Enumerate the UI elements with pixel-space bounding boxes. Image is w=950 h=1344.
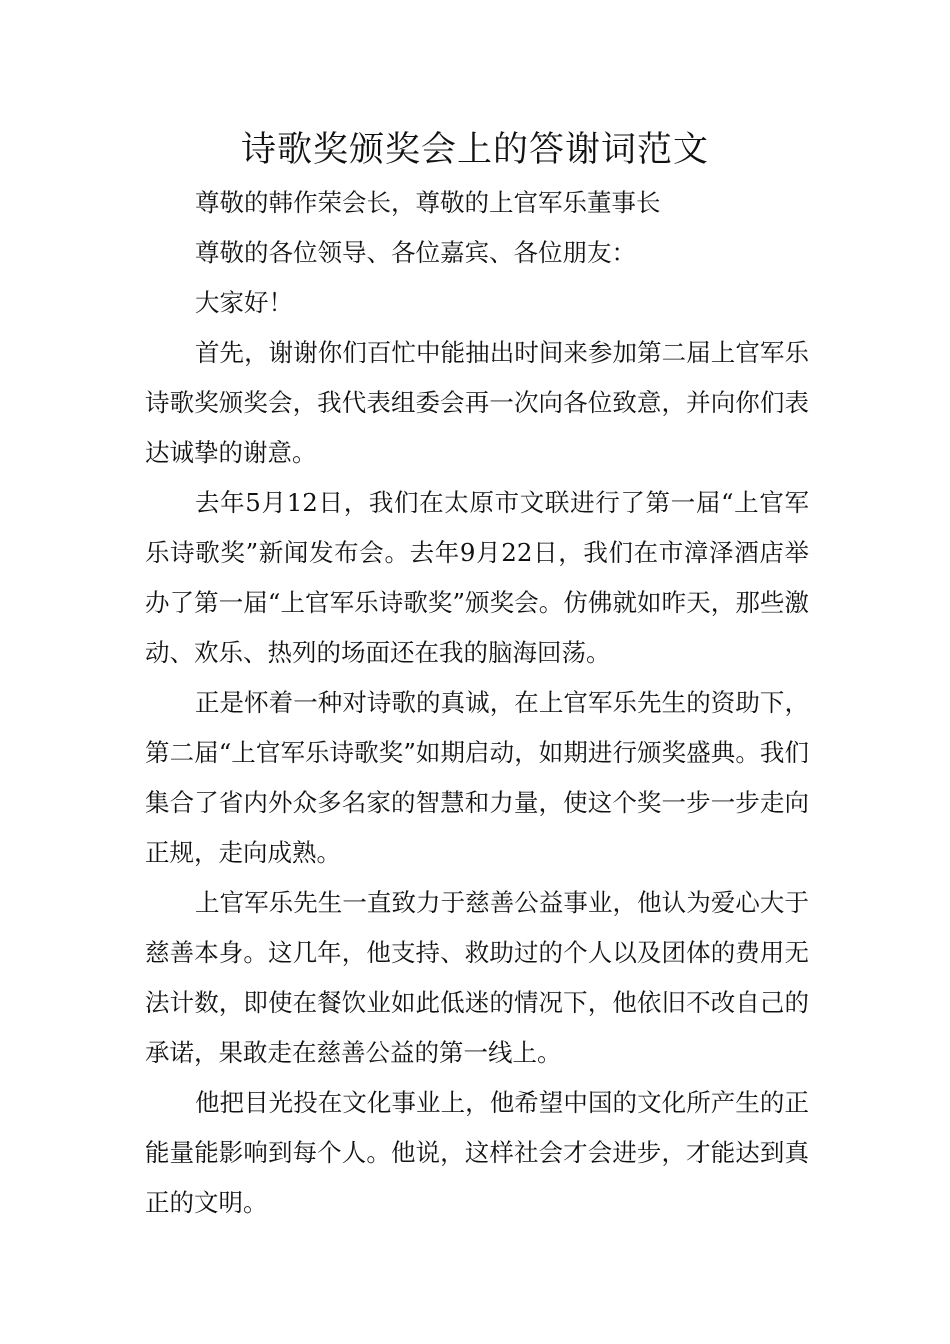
body-paragraph: 他把目光投在文化事业上，他希望中国的文化所产生的正能量能影响到每个人。他说，这样社会才会进步，才能达到真正的文明。 [145,1088,809,1217]
body-paragraph: 上官军乐先生一直致力于慈善公益事业，他认为爱心大于慈善本身。这几年，他支持、救助过的个人以及团体的费用无法计数，即使在餐饮业如此低迷的情况下，他依旧不改自己的承诺，果敢走在慈善公益的第一线上。 [145,888,809,1067]
document-title: 诗歌奖颁奖会上的答谢词范文 [240,130,709,170]
salutation-line-2: 尊敬的各位领导、各位嘉宾、各位朋友： [195,238,636,267]
body-paragraph: 去年5月12日，我们在太原市文联进行了第一届“上官军乐诗歌奖”新闻发布会。去年9月22日，我们在市漳泽酒店举办了第一届“上官军乐诗歌奖”颁奖会。仿佛就如昨天，那些激动、欢乐、热列的场面还在我的脑海回荡。 [145,488,809,667]
body-paragraph: 正是怀着一种对诗歌的真诚，在上官军乐先生的资助下，第二届“上官军乐诗歌奖”如期启动，如期进行颁奖盛典。我们集合了省内外众多名家的智慧和力量，使这个奖一步一步走向正规，走向成熟。 [145,688,809,867]
greeting-line: 大家好！ [195,288,293,317]
document-body [145,178,809,1228]
salutation-line-1: 尊敬的韩作荣会长，尊敬的上官军乐董事长 [195,188,661,217]
body-paragraph: 首先，谢谢你们百忙中能抽出时间来参加第二届上官军乐诗歌奖颁奖会，我代表组委会再一次向各位致意，并向你们表达诚挚的谢意。 [145,338,809,467]
